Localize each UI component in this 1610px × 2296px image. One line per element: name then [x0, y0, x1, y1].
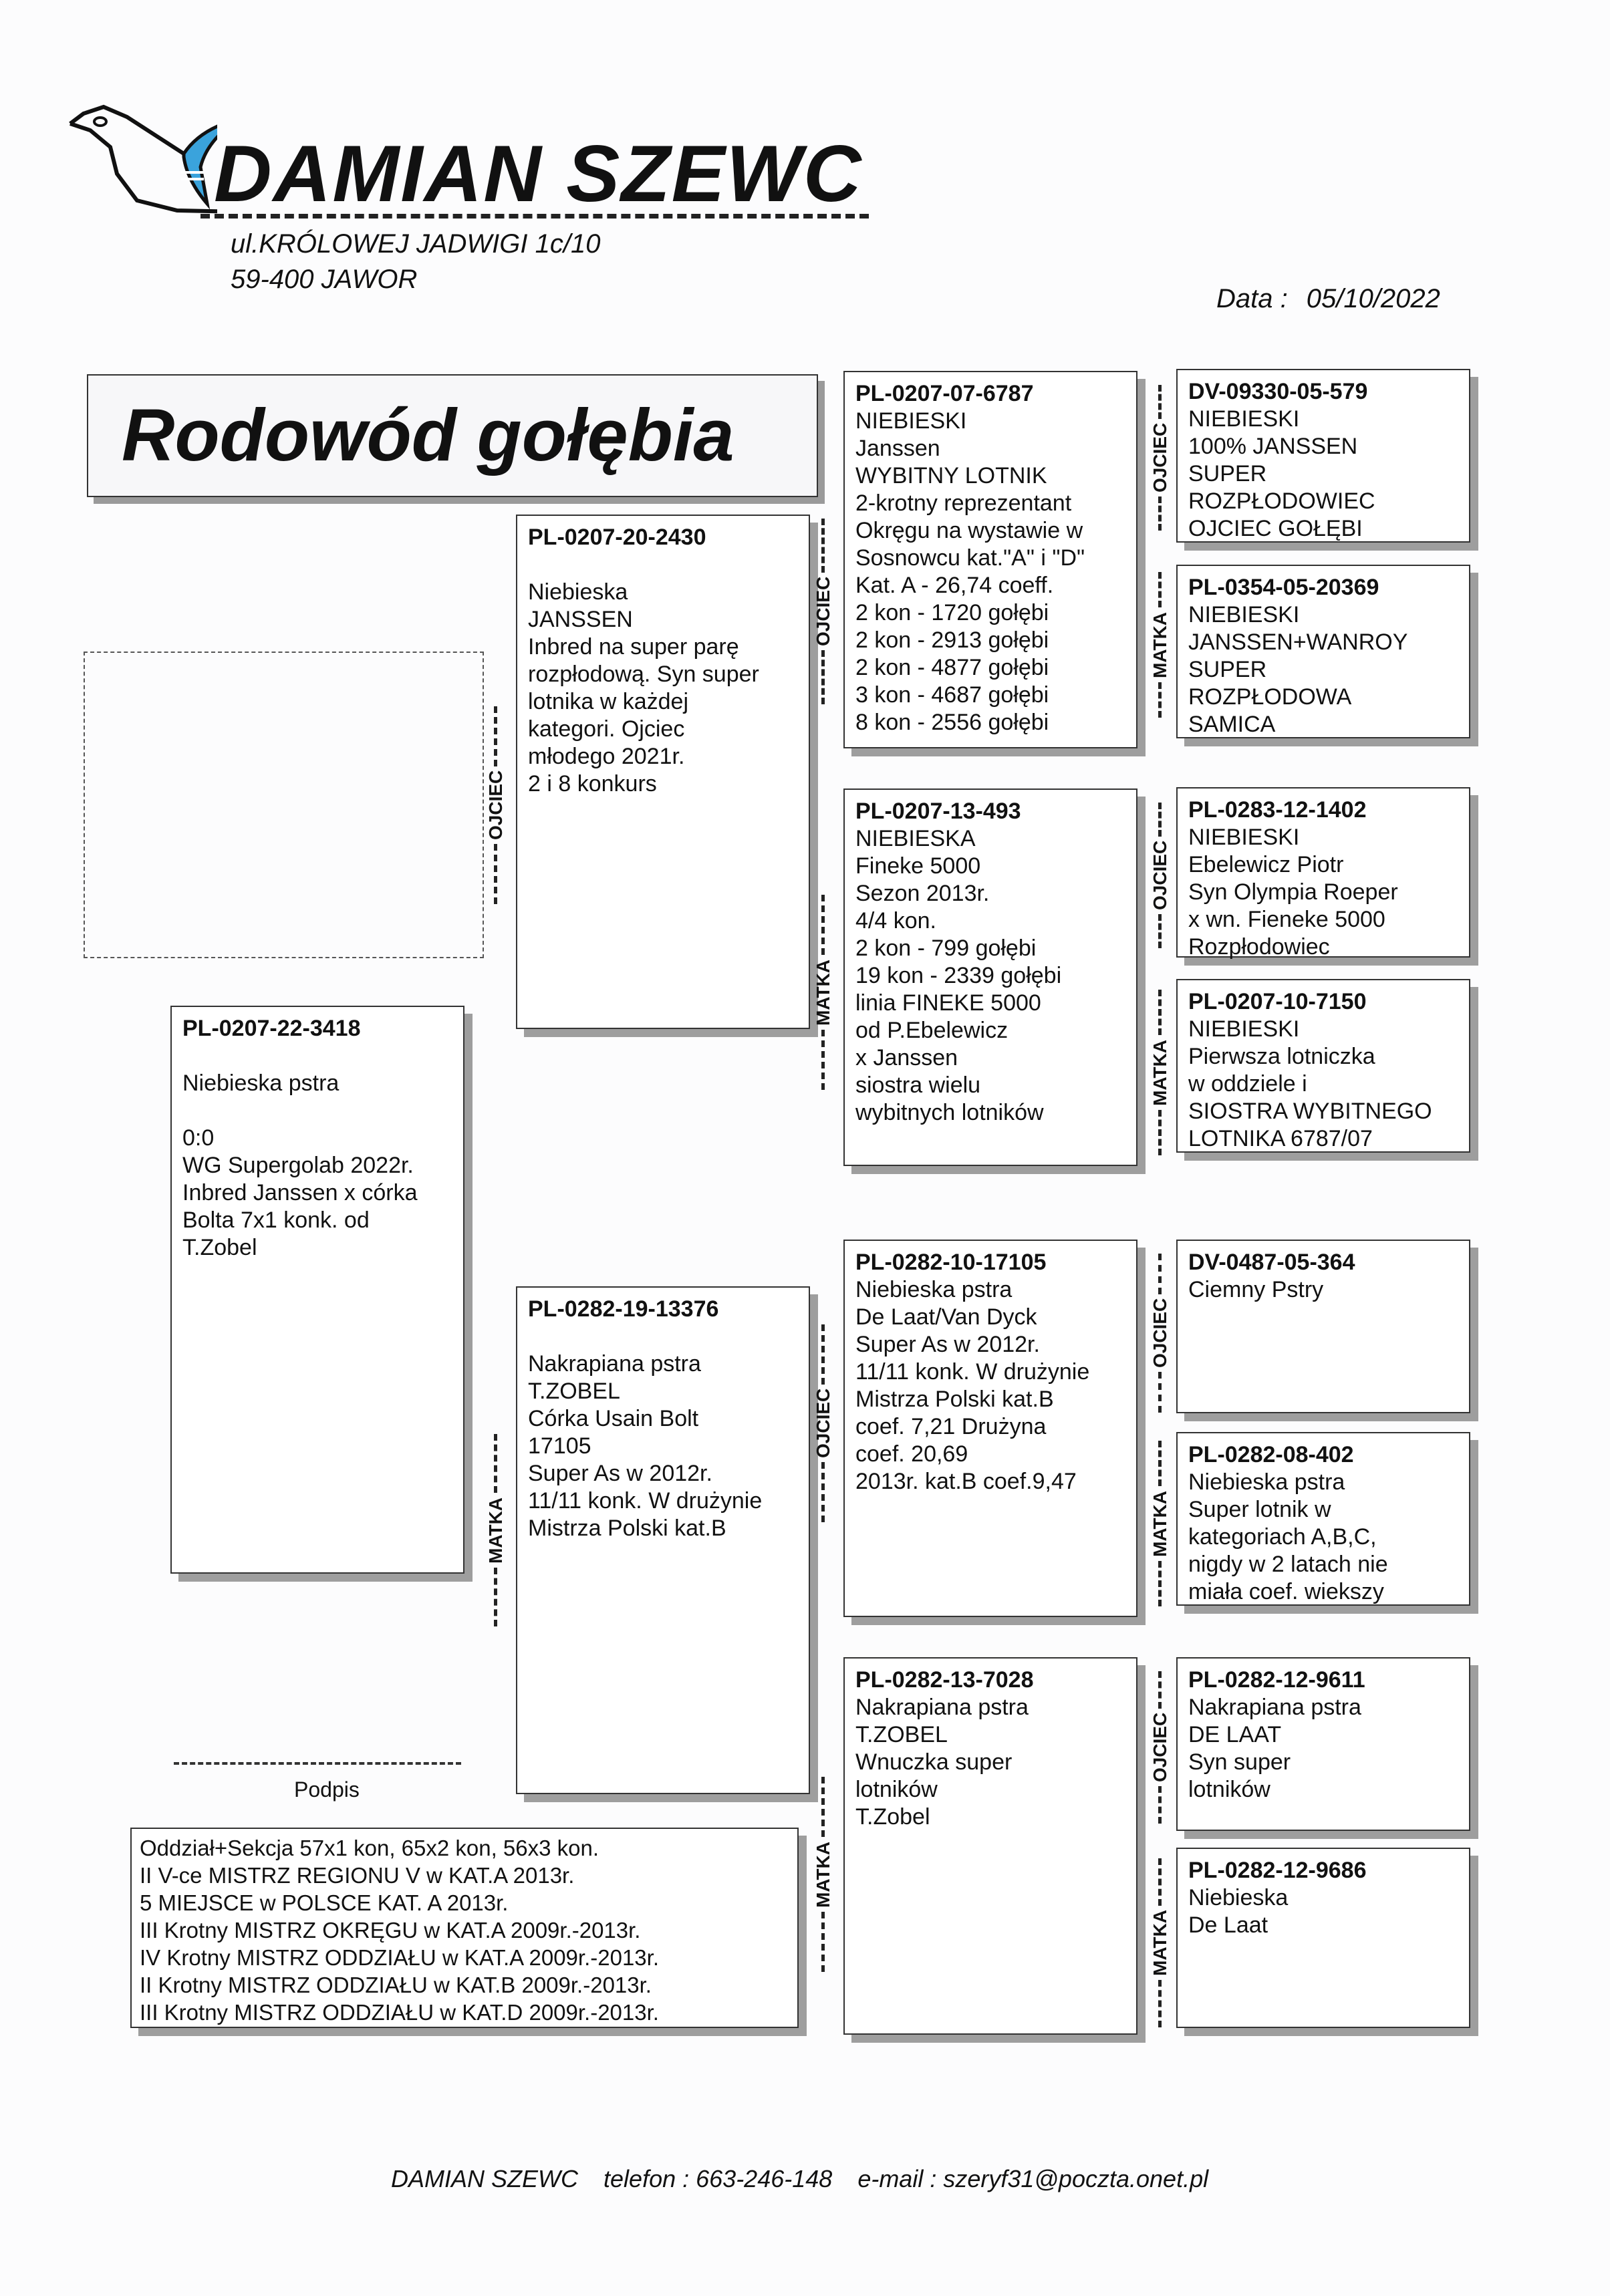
pigeon-info-line: OJCIEC GOŁĘBI — [1188, 516, 1363, 541]
brand-name: DAMIAN SZEWC — [214, 129, 863, 219]
parent-role-label: MATKA — [1150, 1910, 1170, 1977]
dashed-connector — [1159, 1254, 1162, 1294]
spacer — [182, 1042, 452, 1070]
parent-role-label: OJCIEC — [1150, 1298, 1170, 1369]
dashed-connector — [822, 895, 825, 956]
pigeon-info-line: Niebieska pstra — [1188, 1469, 1345, 1495]
pigeon-info-line: 4/4 kon. — [855, 908, 936, 934]
parent-role-label: OJCIEC — [813, 1388, 833, 1459]
dashed-connector — [1159, 1441, 1162, 1486]
ring-number: PL-0282-12-9686 — [1188, 1858, 1367, 1883]
dashed-connector — [822, 519, 825, 573]
pigeon-info-line: linia FINEKE 5000 — [855, 990, 1041, 1016]
dashed-connector — [1159, 1858, 1162, 1906]
pigeon-info-line: Sosnowcu kat."A" i "D" — [855, 545, 1085, 571]
dashed-connector — [822, 1030, 825, 1090]
pigeon-info-line: De Laat — [1188, 1912, 1268, 1938]
pigeon-info-line: Kat. A - 26,74 coeff. — [855, 573, 1054, 598]
ring-number: DV-09330-05-579 — [1188, 379, 1368, 404]
pigeon-info-line: 2013r. kat.B coef.9,47 — [855, 1469, 1077, 1494]
pigeon-info-line: Córka Usain Bolt — [528, 1406, 699, 1431]
subject-card — [170, 1006, 464, 1574]
ring-number: PL-0282-10-17105 — [855, 1250, 1047, 1275]
parent-role-label: MATKA — [813, 959, 833, 1026]
pigeon-info-line: 2 i 8 konkurs — [528, 771, 657, 797]
pigeon-info-line: Syn super — [1188, 1749, 1291, 1775]
mf-label — [814, 1310, 833, 1537]
pigeon-info-line: 2 kon - 1720 gołębi — [855, 600, 1049, 625]
fmm-label — [1151, 986, 1170, 1159]
fm-label — [814, 875, 833, 1109]
photo-placeholder — [84, 652, 484, 958]
address-street: ul.KRÓLOWEJ JADWIGI 1c/10 — [231, 229, 601, 259]
pigeon-info-line: Niebieska — [1188, 1885, 1289, 1910]
pigeon-info-line: lotnika w każdej — [528, 689, 689, 714]
pigeon-info-line: Nakrapiana pstra — [1188, 1695, 1361, 1720]
mother-card — [516, 1286, 810, 1794]
footer-name: DAMIAN SZEWC — [391, 2165, 579, 2192]
dashed-connector — [822, 1324, 825, 1385]
parent-role-label: OJCIEC — [1150, 840, 1170, 911]
dashed-connector — [1159, 385, 1162, 419]
mfm-label — [1151, 1437, 1170, 1610]
mf-card — [843, 1240, 1137, 1617]
pigeon-info-line: Bolta 7x1 konk. od — [182, 1207, 370, 1233]
pigeon-info-line: 11/11 konk. W drużynie — [528, 1488, 763, 1514]
dashed-connector — [495, 1434, 498, 1493]
pigeon-info-line: coef. 20,69 — [855, 1441, 968, 1467]
parent-role-label: OJCIEC — [1150, 422, 1170, 493]
dashed-connector — [1159, 496, 1162, 531]
date-value: 05/10/2022 — [1306, 284, 1440, 313]
dashed-connector — [1159, 1110, 1162, 1155]
dashed-connector — [495, 706, 498, 766]
pigeon-info-line: T.ZOBEL — [855, 1722, 948, 1747]
dashed-connector — [1159, 990, 1162, 1035]
achievement-item: II Krotny MISTRZ ODDZIAŁU w KAT.B 2009r.-2013r. — [140, 1973, 652, 1997]
pigeon-info-line: 3 kon - 4687 gołębi — [855, 682, 1049, 708]
pigeon-info-line: coef. 7,21 Drużyna — [855, 1414, 1047, 1439]
dashed-connector — [1159, 572, 1162, 607]
fmf-card — [1176, 787, 1470, 958]
fmf-label — [1151, 799, 1170, 952]
ring-number: PL-0207-13-493 — [855, 799, 1021, 824]
pigeon-info-line: T.Zobel — [182, 1235, 257, 1260]
pigeon-info-line: x wn. Fieneke 5000 — [1188, 907, 1385, 932]
ring-number: PL-0283-12-1402 — [1188, 797, 1367, 823]
pigeon-info-line: Okręgu na wystawie w — [855, 518, 1083, 543]
signature-label: Podpis — [294, 1777, 360, 1802]
ffm-label — [1151, 568, 1170, 722]
ff-card — [843, 371, 1137, 748]
achievement-item: III Krotny MISTRZ OKRĘGU w KAT.A 2009r.-2013r. — [140, 1918, 641, 1943]
pigeon-info-line: Super lotnik w — [1188, 1497, 1331, 1522]
date — [1216, 284, 1459, 314]
page-title: Rodowód gołębia — [122, 394, 734, 476]
fff-label — [1151, 381, 1170, 535]
parent-role-label: OJCIEC — [485, 770, 506, 841]
parent-role-label: MATKA — [1150, 1039, 1170, 1106]
pigeon-info-line: Niebieska — [528, 579, 628, 605]
ring-number: PL-0207-22-3418 — [182, 1016, 361, 1041]
pigeon-info-line: ROZPŁODOWA — [1188, 684, 1352, 710]
footer-phone: telefon : 663-246-148 — [603, 2165, 833, 2192]
dashed-connector — [1159, 682, 1162, 718]
pigeon-info-line: ROZPŁODOWIEC — [1188, 488, 1375, 514]
mff-label — [1151, 1250, 1170, 1417]
ring-number: PL-0207-10-7150 — [1188, 989, 1367, 1014]
fmm-card — [1176, 979, 1470, 1153]
pigeon-info-line: Niebieska pstra — [855, 1277, 1013, 1302]
pigeon-logo-icon — [63, 94, 217, 214]
date-label: Data : — [1216, 284, 1288, 313]
pigeon-info-line: JANSSEN+WANROY — [1188, 629, 1408, 655]
dashed-connector — [1159, 1561, 1162, 1606]
dashed-connector — [822, 1462, 825, 1522]
pigeon-info-line: kategori. Ojciec — [528, 716, 685, 742]
ring-number: PL-0282-12-9611 — [1188, 1667, 1365, 1693]
pigeon-info-line: Ebelewicz Piotr — [1188, 852, 1344, 877]
pigeon-info-line: 100% JANSSEN — [1188, 434, 1358, 459]
pigeon-info-line: LOTNIKA 6787/07 — [1188, 1126, 1373, 1151]
pigeon-info-line: NIEBIESKI — [1188, 602, 1300, 627]
dashed-connector — [822, 650, 825, 704]
pigeon-info-line: 0:0 — [182, 1125, 215, 1151]
pigeon-info-line: kategoriach A,B,C, — [1188, 1524, 1377, 1550]
ring-number: PL-0207-07-6787 — [855, 381, 1034, 406]
pigeon-info-line: Nakrapiana pstra — [528, 1351, 701, 1377]
achievement-item: Oddział+Sekcja 57x1 kon, 65x2 kon, 56x3 kon. — [140, 1836, 599, 1860]
pigeon-info-line: WG Supergolab 2022r. — [182, 1153, 414, 1178]
mff-card — [1176, 1240, 1470, 1413]
pigeon-info-line: w oddziele i — [1188, 1071, 1307, 1097]
pigeon-info-line: NIEBIESKI — [855, 408, 967, 434]
spacer — [528, 1323, 798, 1350]
footer-email[interactable]: e-mail : szeryf31@poczta.onet.pl — [857, 2165, 1209, 2192]
parent-role-label: MATKA — [1150, 611, 1170, 678]
pigeon-info-line: Wnuczka super — [855, 1749, 1013, 1775]
mmm-card — [1176, 1848, 1470, 2028]
pigeon-info-line: Sezon 2013r. — [855, 881, 990, 906]
pigeon-info-line: nigdy w 2 latach nie — [1188, 1552, 1388, 1577]
parent-role-label: OJCIEC — [813, 576, 833, 647]
pigeon-info-line: Inbred na super parę — [528, 634, 739, 660]
pigeon-info-line: T.ZOBEL — [528, 1379, 620, 1404]
pigeon-info-line: Syn Olympia Roeper — [1188, 879, 1398, 905]
dashed-connector — [1159, 803, 1162, 837]
pigeon-info-line: Ciemny Pstry — [1188, 1277, 1324, 1302]
ff-label — [814, 515, 833, 708]
address-city: 59-400 JAWOR — [231, 265, 418, 294]
pigeon-info-line: 17105 — [528, 1433, 591, 1459]
mother-label — [487, 1430, 505, 1630]
ring-number: DV-0487-05-364 — [1188, 1250, 1355, 1275]
fm-card — [843, 788, 1137, 1166]
dashed-connector — [1159, 1980, 1162, 2027]
pigeon-info-line: De Laat/Van Dyck — [855, 1304, 1037, 1330]
dashed-connector — [1159, 1372, 1162, 1413]
ring-number: PL-0354-05-20369 — [1188, 575, 1379, 600]
ring-number: PL-0282-19-13376 — [528, 1296, 719, 1322]
pigeon-info-line: SUPER — [1188, 657, 1267, 682]
pigeon-info-line: x Janssen — [855, 1045, 958, 1070]
spacer — [528, 551, 798, 579]
pigeon-info-line: JANSSEN — [528, 607, 633, 632]
pigeon-info-line: Mistrza Polski kat.B — [528, 1516, 726, 1541]
pigeon-info-line: T.Zobel — [855, 1804, 930, 1830]
fff-card — [1176, 369, 1470, 543]
pigeon-info-line: Inbred Janssen x córka — [182, 1180, 418, 1205]
pigeon-info-line: Nakrapiana pstra — [855, 1695, 1029, 1720]
ring-number: PL-0282-13-7028 — [855, 1667, 1034, 1693]
pigeon-info-line: Pierwsza lotniczka — [1188, 1044, 1375, 1069]
pigeon-info-line: Janssen — [855, 436, 940, 461]
parent-role-label: MATKA — [1150, 1490, 1170, 1557]
parent-role-label: MATKA — [813, 1841, 833, 1908]
pigeon-info-line: wybitnych lotników — [855, 1100, 1044, 1125]
ring-number: PL-0282-08-402 — [1188, 1442, 1354, 1467]
pigeon-info-line: Fineke 5000 — [855, 853, 981, 879]
achievement-item: IV Krotny MISTRZ ODDZIAŁU w KAT.A 2009r.-2013r. — [140, 1945, 659, 1970]
dashed-connector — [822, 1777, 825, 1838]
pigeon-info-line: NIEBIESKI — [1188, 406, 1300, 432]
father-label — [487, 662, 505, 949]
pigeon-info-line: Mistrza Polski kat.B — [855, 1387, 1054, 1412]
pigeon-info-line: młodego 2021r. — [528, 744, 685, 769]
dashed-connector — [1159, 1671, 1162, 1709]
pigeon-info-line: 2 kon - 4877 gołębi — [855, 655, 1049, 680]
pigeon-info-line: 19 kon - 2339 gołębi — [855, 963, 1062, 988]
pigeon-info-line: SAMICA — [1188, 712, 1276, 737]
pigeon-info-line: 2 kon - 2913 gołębi — [855, 627, 1049, 653]
pigeon-info-line: 11/11 konk. W drużynie — [855, 1359, 1090, 1385]
mmf-label — [1151, 1667, 1170, 1828]
mm-card — [843, 1657, 1137, 2035]
pigeon-info-line: miała coef. wiekszy — [1188, 1579, 1384, 1604]
pigeon-info-line: lotników — [855, 1777, 938, 1802]
achievements-box — [130, 1828, 799, 2028]
signature-line — [174, 1762, 461, 1765]
pigeon-info-line: rozpłodową. Syn super — [528, 662, 759, 687]
pigeon-info-line: DE LAAT — [1188, 1722, 1282, 1747]
pigeon-info-line: od P.Ebelewicz — [855, 1018, 1009, 1043]
pigeon-info-line: Niebieska pstra — [182, 1070, 340, 1096]
mfm-card — [1176, 1432, 1470, 1606]
spacer — [182, 1097, 452, 1125]
achievement-item: II V-ce MISTRZ REGIONU V w KAT.A 2013r. — [140, 1863, 575, 1888]
pigeon-info-line: 8 kon - 2556 gołębi — [855, 710, 1049, 735]
pigeon-info-line: NIEBIESKI — [1188, 1016, 1300, 1042]
pigeon-info-line: Super As w 2012r. — [528, 1461, 712, 1486]
dashed-connector — [495, 844, 498, 904]
dashed-connector — [1159, 914, 1162, 948]
pigeon-info-line: 2-krotny reprezentant — [855, 490, 1072, 516]
mmm-label — [1151, 1854, 1170, 2031]
mm-label — [814, 1764, 833, 1985]
dashed-connector — [1159, 1786, 1162, 1824]
achievement-item: III Krotny MISTRZ ODDZIAŁU w KAT.D 2009r.-2013r. — [140, 2000, 659, 2025]
parent-role-label: MATKA — [485, 1497, 506, 1564]
dashed-connector — [822, 1912, 825, 1972]
parent-role-label: OJCIEC — [1150, 1712, 1170, 1783]
pigeon-info-line: SUPER — [1188, 461, 1267, 486]
ring-number: PL-0207-20-2430 — [528, 525, 706, 550]
dashed-connector — [495, 1568, 498, 1626]
pigeon-info-line: SIOSTRA WYBITNEGO — [1188, 1099, 1432, 1124]
pigeon-info-line: Super As w 2012r. — [855, 1332, 1040, 1357]
brand-underline — [200, 214, 869, 219]
pigeon-info-line: Rozpłodowiec — [1188, 934, 1330, 960]
footer — [391, 2165, 1227, 2193]
pigeon-info-line: WYBITNY LOTNIK — [855, 463, 1047, 488]
pigeon-info-line: NIEBIESKA — [855, 826, 976, 851]
pigeon-info-line: lotników — [1188, 1777, 1270, 1802]
pigeon-info-line: siostra wielu — [855, 1072, 981, 1098]
father-card — [516, 515, 810, 1029]
achievement-item: 5 MIEJSCE w POLSCE KAT. A 2013r. — [140, 1890, 509, 1915]
title-box — [87, 374, 818, 497]
pigeon-info-line: 2 kon - 799 gołębi — [855, 936, 1037, 961]
mmf-card — [1176, 1657, 1470, 1831]
ffm-card — [1176, 565, 1470, 738]
pigeon-info-line: NIEBIESKI — [1188, 825, 1300, 850]
